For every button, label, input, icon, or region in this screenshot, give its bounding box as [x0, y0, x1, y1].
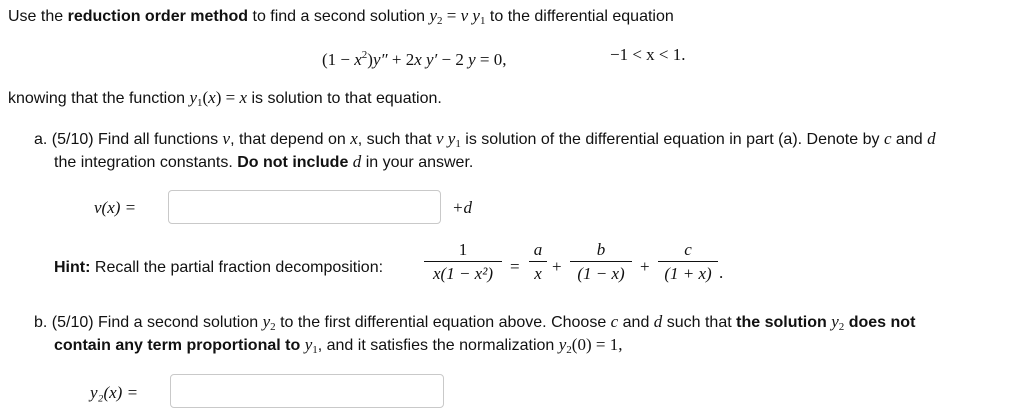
- math-equals: =: [221, 88, 240, 107]
- fraction-numerator: 1: [458, 240, 468, 259]
- hint-period: .: [719, 263, 724, 282]
- eq-x: x: [354, 50, 362, 69]
- part-b-text: = 1,: [591, 335, 623, 354]
- math-d: d: [352, 152, 362, 171]
- part-a-text: is solution of the differential equation in part (a). Denote by: [460, 131, 884, 148]
- vx-label-text: v(x) =: [94, 198, 137, 217]
- math-y2: $y_2$: [831, 312, 845, 333]
- math-v: v: [222, 129, 231, 148]
- math-c: c: [883, 129, 892, 148]
- part-a-text: the integration constants.: [54, 154, 238, 171]
- math-d: d: [927, 129, 936, 148]
- math-x: x: [239, 88, 248, 107]
- hint-bold: Hint:: [54, 259, 91, 276]
- part-a-line2: [54, 152, 473, 173]
- part-b-bold: does not: [844, 314, 916, 331]
- eq-y: y: [463, 50, 476, 69]
- part-b-line2: [54, 335, 622, 360]
- fraction-numerator: c: [684, 240, 692, 259]
- math-c: c: [610, 312, 619, 331]
- math-y1: $y_1$: [189, 88, 203, 109]
- part-b-line1: [34, 312, 915, 337]
- fraction-denominator: x: [534, 264, 542, 283]
- intro-text: to find a second solution: [248, 8, 430, 25]
- part-b-text: and: [618, 314, 654, 331]
- intro-line: [8, 6, 674, 31]
- hint-fraction-lhs: [424, 240, 502, 284]
- eq-term: = 0,: [475, 50, 507, 69]
- eq-term: + 2: [387, 50, 415, 69]
- part-a-line1: [34, 129, 936, 154]
- hint-fraction-a: [529, 240, 547, 284]
- fraction-denominator: (1 − x): [577, 264, 625, 283]
- math-paren: ): [215, 88, 222, 107]
- y2x-answer-input[interactable]: [170, 374, 444, 408]
- math-y1: $y_1$: [304, 335, 318, 356]
- math-paren: (0): [571, 335, 592, 354]
- math-v-y1: v $y_1$: [436, 129, 461, 150]
- eq-term: − 2: [437, 50, 464, 69]
- math-v-y1: v $y_1$: [460, 6, 486, 27]
- fraction-denominator: x(1 − x²): [433, 264, 493, 283]
- math-paren-x: (: [202, 88, 209, 107]
- hint-plus: +: [552, 257, 562, 276]
- differential-equation: $(1 - x^2)y'' + 2x$ y′ − 2 y = 0,: [322, 49, 507, 69]
- part-a-text: , that depend on: [230, 131, 351, 148]
- fraction-numerator: a: [533, 240, 543, 259]
- fraction-bar: [570, 261, 632, 262]
- hint-fraction-b: [570, 240, 632, 284]
- knowing-text: knowing that the function: [8, 90, 190, 107]
- part-b-label: b. (5/10) Find a second solution: [34, 314, 263, 331]
- knowing-line: [8, 88, 442, 113]
- eq-xyp: x y′: [414, 50, 438, 69]
- part-a-text: and: [891, 131, 928, 148]
- part-b-bold: the solution: [736, 314, 832, 331]
- math-y2: $y_2$: [262, 312, 276, 333]
- y2x-answer-label: [90, 382, 138, 404]
- part-a-bold: Do not include: [237, 154, 353, 171]
- part-a-label: a. (5/10) Find all functions: [34, 131, 223, 148]
- knowing-text: is solution to that equation.: [247, 90, 442, 107]
- part-b-text: to the first differential equation above. Choose: [275, 314, 611, 331]
- fraction-numerator: b: [596, 240, 606, 259]
- math-y2-0: $y_2$: [558, 335, 572, 356]
- math-d: d: [653, 312, 663, 331]
- fraction-bar: [424, 261, 502, 262]
- eq-ypp: y″: [372, 50, 388, 69]
- hint-plus: +: [640, 257, 650, 276]
- part-a-text: , such that: [357, 131, 437, 148]
- y2x-label-text: y₂(x) =: [90, 383, 139, 402]
- math-y2: $y_2$: [429, 6, 443, 27]
- math-equals: =: [442, 6, 461, 25]
- intro-bold-method: reduction order method: [67, 8, 249, 25]
- math-x: x: [350, 129, 358, 148]
- intro-text: to the differential equation: [485, 8, 674, 25]
- hint-fraction-c: [658, 240, 718, 284]
- vx-answer-label: [94, 197, 136, 219]
- plus-d-label: [452, 197, 472, 219]
- intro-text: Use the: [8, 8, 68, 25]
- hint-equals: =: [510, 257, 520, 276]
- part-b-text: , and it satisfies the normalization: [317, 337, 559, 354]
- part-a-text: in your answer.: [361, 154, 474, 171]
- fraction-bar: [658, 261, 718, 262]
- eq-term: ): [367, 50, 373, 69]
- part-b-bold: contain any term proportional to: [54, 337, 305, 354]
- fraction-bar: [529, 261, 547, 262]
- equation-domain: −1 < x < 1.: [610, 45, 686, 64]
- vx-answer-input[interactable]: [168, 190, 441, 224]
- plus-d-text: +d: [452, 198, 472, 217]
- hint-text: Recall the partial fraction decomposition:: [90, 259, 384, 276]
- fraction-denominator: (1 + x): [664, 264, 712, 283]
- part-b-text: such that: [662, 314, 737, 331]
- hint-line: [54, 258, 383, 278]
- eq-term: (1 −: [322, 50, 355, 69]
- math-x: x: [208, 88, 216, 107]
